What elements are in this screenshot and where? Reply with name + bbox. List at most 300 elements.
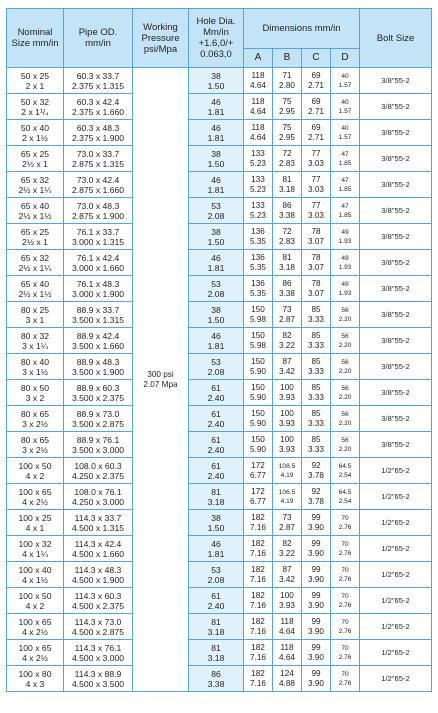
dim-c-cell-primary: 78 (311, 226, 321, 236)
pipe-od-cell (64, 224, 133, 250)
dim-b-cell-secondary: 2.95 (279, 132, 295, 142)
spec-table-wrapper (6, 8, 431, 692)
dim-c-cell-secondary: 3.33 (308, 444, 324, 454)
table-row (7, 354, 432, 380)
pipe-od-cell-secondary: 4.500 x 2.375 (71, 600, 125, 611)
dim-d-cell-secondary: 2.76 (338, 523, 352, 531)
nominal-size-cell (7, 302, 64, 328)
dim-a-cell (244, 68, 273, 94)
pipe-od-cell-primary: 88.9 x 33.7 (76, 304, 120, 315)
dim-d-cell (331, 458, 360, 484)
dim-a-cell-secondary: 7.16 (250, 678, 266, 688)
pipe-od-cell-primary: 114.3 x 42.4 (74, 538, 122, 549)
dim-b-cell (273, 354, 302, 380)
table-row (7, 224, 432, 250)
dim-a-cell-primary: 136 (251, 226, 265, 236)
nominal-size-cell-primary: 80 x 25 (20, 304, 50, 315)
bolt-size-cell: 1/2"65-2 (360, 536, 432, 562)
dim-d-cell-primary: 49 (341, 254, 349, 262)
dim-c-cell-secondary: 3.90 (308, 600, 324, 610)
dim-d-cell-primary: 70 (341, 618, 349, 626)
hole-diameter-cell-primary: 46 (211, 330, 221, 341)
hole-diameter-cell (189, 120, 244, 146)
dim-b-cell (273, 172, 302, 198)
nominal-size-cell-primary: 80 x 32 (20, 330, 50, 341)
dim-c-cell (302, 536, 331, 562)
hole-diameter-cell-primary: 61 (211, 408, 221, 419)
dim-c-cell-primary: 85 (311, 434, 321, 444)
dim-b-cell (273, 458, 302, 484)
dim-a-cell (244, 666, 273, 692)
dim-a-cell-secondary: 7.16 (250, 600, 266, 610)
pipe-od-cell-primary: 88.9 x 60.3 (76, 382, 120, 393)
bolt-size-cell: 3/8"55-2 (360, 68, 432, 94)
hole-diameter-cell (189, 406, 244, 432)
dim-d-cell-secondary: 1.57 (338, 133, 352, 141)
hole-diameter-cell-secondary: 2.08 (207, 366, 225, 377)
dim-b-cell-primary: 86 (282, 200, 292, 210)
pipe-od-cell-primary: 60.3 x 33.7 (76, 70, 120, 81)
dim-c-cell-secondary: 3.07 (308, 236, 324, 246)
dim-b-cell (273, 562, 302, 588)
dim-a-cell-secondary: 4.64 (250, 106, 266, 116)
dim-b-cell-primary: 73 (282, 304, 292, 314)
dim-a-cell (244, 510, 273, 536)
hole-diameter-cell (189, 458, 244, 484)
bolt-size-cell: 3/8"55-2 (360, 146, 432, 172)
dim-b-cell-primary: 75 (282, 96, 292, 106)
dim-c-cell-secondary: 2.71 (308, 132, 324, 142)
nominal-size-cell-secondary: 2 x 1¹/₄ (21, 106, 49, 117)
nominal-size-cell-primary: 65 x 25 (20, 148, 50, 159)
bolt-size-cell: 3/8"55-2 (360, 406, 432, 432)
dim-c-cell-secondary: 3.07 (308, 262, 324, 272)
bolt-size-cell: 3/8"55-2 (360, 302, 432, 328)
nominal-size-cell-primary: 100 x 25 (18, 512, 52, 523)
nominal-size-cell-secondary: 3 x 2½ (22, 418, 48, 429)
nominal-size-cell-secondary: 4 x 2½ (22, 626, 48, 637)
dim-c-cell-secondary: 3.78 (308, 470, 324, 480)
pipe-od-cell-secondary: 3.500 x 2.375 (71, 392, 125, 403)
dim-b-cell-primary: 72 (282, 226, 292, 236)
nominal-size-cell (7, 458, 64, 484)
dim-a-cell-secondary: 7.16 (250, 522, 266, 532)
dim-d-cell (331, 302, 360, 328)
nominal-size-cell (7, 94, 64, 120)
dim-c-cell-secondary: 3.78 (308, 496, 324, 506)
dim-c-cell-secondary: 3.33 (308, 366, 324, 376)
hole-diameter-cell-secondary: 3.18 (207, 496, 225, 507)
dim-a-cell-secondary: 4.64 (250, 132, 266, 142)
dim-a-cell (244, 198, 273, 224)
table-row (7, 276, 432, 302)
dim-b-cell-primary: 72 (282, 148, 292, 158)
hole-diameter-cell (189, 302, 244, 328)
dim-c-cell (302, 172, 331, 198)
dim-a-cell-primary: 150 (251, 356, 265, 366)
dim-b-cell-secondary: 4.19 (280, 497, 294, 505)
pipe-od-cell (64, 94, 133, 120)
header-bolt-size: Bolt Size (360, 9, 432, 68)
hole-diameter-cell (189, 172, 244, 198)
hole-diameter-cell (189, 328, 244, 354)
dim-d-cell-secondary: 2.76 (338, 601, 352, 609)
hole-diameter-cell-primary: 81 (211, 642, 221, 653)
dim-b-cell-primary: 100 (280, 382, 294, 392)
dim-c-cell (302, 68, 331, 94)
dim-d-cell (331, 276, 360, 302)
dim-b-cell-secondary: 3.93 (279, 392, 295, 402)
dim-a-cell-primary: 150 (251, 408, 265, 418)
dim-d-cell-primary: 40 (341, 124, 349, 132)
dim-a-cell-primary: 118 (251, 70, 265, 80)
dim-c-cell-primary: 99 (311, 590, 321, 600)
nominal-size-cell-primary: 65 x 40 (20, 200, 50, 211)
dim-d-cell-secondary: 1.93 (338, 289, 352, 297)
hole-diameter-cell-secondary: 1.50 (207, 314, 225, 325)
bolt-size-cell: 3/8"55-2 (360, 172, 432, 198)
dim-d-cell-secondary: 1.85 (338, 211, 352, 219)
dim-c-cell-primary: 92 (311, 486, 321, 496)
dim-b-cell-secondary: 3.42 (279, 366, 295, 376)
bolt-size-cell: 3/8"55-2 (360, 354, 432, 380)
pipe-od-cell (64, 328, 133, 354)
dim-d-cell-secondary: 2.54 (338, 497, 352, 505)
dim-c-cell (302, 94, 331, 120)
hole-diameter-cell-secondary: 1.81 (207, 262, 225, 273)
pipe-od-cell (64, 198, 133, 224)
pipe-od-cell-primary: 76.1 x 42.4 (76, 252, 120, 263)
dim-c-cell (302, 510, 331, 536)
dim-b-cell-secondary: 4.19 (280, 471, 294, 479)
dim-b-cell (273, 536, 302, 562)
bolt-size-cell: 1/2"65-2 (360, 640, 432, 666)
hole-diameter-cell-secondary: 2.40 (207, 600, 225, 611)
dim-c-cell-secondary: 3.90 (308, 574, 324, 584)
dim-d-cell (331, 224, 360, 250)
hole-diameter-cell (189, 354, 244, 380)
dim-c-cell (302, 562, 331, 588)
dim-d-cell-secondary: 2.76 (338, 549, 352, 557)
dim-a-cell (244, 250, 273, 276)
hole-diameter-cell-secondary: 2.08 (207, 288, 225, 299)
dim-a-cell-secondary: 5.35 (250, 262, 266, 272)
dim-c-cell (302, 458, 331, 484)
header-nominal-size: Nominal Size mm/in (7, 9, 64, 68)
nominal-size-cell (7, 588, 64, 614)
dim-c-cell-secondary: 3.90 (308, 548, 324, 558)
hole-diameter-cell (189, 68, 244, 94)
dim-d-cell-secondary: 1.93 (338, 263, 352, 271)
pipe-od-cell (64, 172, 133, 198)
pipe-od-cell-secondary: 4.500 x 3.500 (71, 678, 125, 689)
pipe-od-cell (64, 666, 133, 692)
dim-c-cell-secondary: 3.33 (308, 340, 324, 350)
dim-b-cell (273, 276, 302, 302)
dim-d-cell-primary: 47 (341, 176, 349, 184)
dim-c-cell (302, 276, 331, 302)
nominal-size-cell-primary: 100 x 32 (18, 538, 52, 549)
hole-diameter-cell-secondary: 3.18 (207, 652, 225, 663)
dim-a-cell-primary: 133 (251, 174, 265, 184)
hole-diameter-cell-secondary: 1.81 (207, 340, 225, 351)
dim-d-cell (331, 380, 360, 406)
dim-d-cell (331, 536, 360, 562)
dim-a-cell-secondary: 4.64 (250, 80, 266, 90)
pipe-od-cell (64, 120, 133, 146)
pipe-od-cell-secondary: 4.500 x 1.660 (71, 548, 125, 559)
dim-d-cell-secondary: 1.85 (338, 185, 352, 193)
bolt-size-cell: 3/8"55-2 (360, 250, 432, 276)
bolt-size-cell: 1/2"65-2 (360, 614, 432, 640)
hole-diameter-cell-secondary: 1.50 (207, 158, 225, 169)
dim-d-cell (331, 406, 360, 432)
hole-diameter-cell-primary: 38 (211, 512, 221, 523)
table-row (7, 432, 432, 458)
pipe-od-cell (64, 614, 133, 640)
hole-diameter-cell (189, 94, 244, 120)
pipe-od-cell-secondary: 4.250 x 3.000 (71, 496, 125, 507)
bolt-size-cell: 3/8"55-2 (360, 94, 432, 120)
pipe-od-cell-primary: 76.1 x 33.7 (76, 226, 120, 237)
dim-b-cell-secondary: 2.95 (279, 106, 295, 116)
table-row (7, 484, 432, 510)
pipe-od-cell (64, 484, 133, 510)
dim-c-cell (302, 588, 331, 614)
dim-b-cell-secondary: 3.18 (279, 262, 295, 272)
dim-b-cell-primary: 87 (282, 564, 292, 574)
pipe-od-cell-secondary: 4.500 x 1.900 (71, 574, 125, 585)
pipe-od-cell-primary: 114.3 x 88.9 (74, 668, 122, 679)
nominal-size-cell-primary: 100 x 65 (18, 486, 52, 497)
dim-a-cell-primary: 118 (251, 122, 265, 132)
nominal-size-cell-secondary: 4 x 1¼ (22, 548, 48, 559)
nominal-size-cell (7, 224, 64, 250)
pipe-od-cell-secondary: 4.250 x 2.375 (71, 470, 125, 481)
dim-a-cell-primary: 150 (251, 434, 265, 444)
nominal-size-cell-primary: 50 x 25 (20, 70, 50, 81)
dim-d-cell-secondary: 2.54 (338, 471, 352, 479)
dim-a-cell (244, 406, 273, 432)
dim-a-cell (244, 224, 273, 250)
dim-c-cell (302, 146, 331, 172)
bolt-size-cell: 1/2"65-2 (360, 484, 432, 510)
pipe-od-cell-primary: 76.1 x 48.3 (76, 278, 120, 289)
nominal-size-cell (7, 68, 64, 94)
dim-d-cell (331, 588, 360, 614)
dim-b-cell-secondary: 3.93 (279, 600, 295, 610)
hole-diameter-cell-primary: 61 (211, 460, 221, 471)
bolt-size-cell: 1/2"65-2 (360, 458, 432, 484)
dimensions-spec-table (6, 8, 432, 692)
dim-d-cell-primary: 64.5 (338, 488, 352, 496)
dim-a-cell-primary: 118 (251, 96, 265, 106)
dim-a-cell-primary: 182 (251, 616, 265, 626)
nominal-size-cell-secondary: 2½ x 1 (22, 236, 48, 247)
dim-d-cell-primary: 70 (341, 540, 349, 548)
dim-d-cell-primary: 47 (341, 202, 349, 210)
dim-d-cell-primary: 40 (341, 98, 349, 106)
dim-a-cell-secondary: 5.23 (250, 184, 266, 194)
table-row (7, 588, 432, 614)
nominal-size-cell-primary: 65 x 40 (20, 278, 50, 289)
table-row (7, 406, 432, 432)
dim-a-cell-secondary: 5.35 (250, 236, 266, 246)
hole-diameter-cell-secondary: 1.50 (207, 80, 225, 91)
nominal-size-cell (7, 666, 64, 692)
dim-c-cell-secondary: 3.90 (308, 522, 324, 532)
nominal-size-cell-primary: 100 x 65 (18, 642, 52, 653)
nominal-size-cell (7, 120, 64, 146)
dim-d-cell-primary: 56 (341, 436, 349, 444)
dim-c-cell-secondary: 3.33 (308, 314, 324, 324)
dim-b-cell (273, 250, 302, 276)
dim-b-cell-secondary: 3.38 (279, 210, 295, 220)
dim-c-cell-primary: 99 (311, 538, 321, 548)
pipe-od-cell-primary: 73.0 x 33.7 (76, 148, 120, 159)
dim-d-cell (331, 640, 360, 666)
dim-d-cell-secondary: 1.85 (338, 159, 352, 167)
table-row (7, 68, 432, 94)
pressure-psi: 300 psi (147, 369, 174, 379)
hole-diameter-cell-primary: 81 (211, 486, 221, 497)
nominal-size-cell-primary: 100 x 40 (18, 564, 52, 575)
pipe-od-cell-secondary: 3.500 x 1.900 (71, 366, 125, 377)
nominal-size-cell-secondary: 4 x 3 (25, 678, 45, 689)
table-row (7, 536, 432, 562)
pipe-od-cell-secondary: 3.000 x 1.315 (71, 236, 125, 247)
nominal-size-cell-secondary: 4 x 2½ (22, 496, 48, 507)
nominal-size-cell-secondary: 4 x 2½ (22, 652, 48, 663)
dim-d-cell (331, 94, 360, 120)
header-dim-d: D (331, 48, 360, 67)
hole-diameter-cell-secondary: 1.81 (207, 184, 225, 195)
dim-a-cell-primary: 133 (251, 148, 265, 158)
dim-a-cell (244, 536, 273, 562)
dim-c-cell-primary: 85 (311, 382, 321, 392)
dim-d-cell (331, 562, 360, 588)
dim-b-cell-secondary: 3.22 (279, 548, 295, 558)
dim-b-cell (273, 68, 302, 94)
dim-c-cell-primary: 92 (311, 460, 321, 470)
dim-a-cell-primary: 150 (251, 330, 265, 340)
table-row (7, 380, 432, 406)
dim-a-cell-secondary: 7.16 (250, 574, 266, 584)
nominal-size-cell-secondary: 2 x 1½ (22, 132, 48, 143)
dim-b-cell-secondary: 2.87 (279, 522, 295, 532)
dim-c-cell-secondary: 3.90 (308, 626, 324, 636)
dim-c-cell (302, 354, 331, 380)
dim-b-cell (273, 484, 302, 510)
dim-a-cell-secondary: 7.16 (250, 626, 266, 636)
dim-d-cell (331, 510, 360, 536)
pipe-od-cell-secondary: 4.500 x 2.875 (71, 626, 125, 637)
dim-c-cell (302, 432, 331, 458)
dim-d-cell-primary: 49 (341, 280, 349, 288)
hole-diameter-cell-secondary: 1.81 (207, 132, 225, 143)
bolt-size-cell: 1/2"65-2 (360, 666, 432, 692)
dim-c-cell-secondary: 3.90 (308, 678, 324, 688)
dim-b-cell-secondary: 2.80 (279, 80, 295, 90)
dim-b-cell (273, 380, 302, 406)
nominal-size-cell (7, 146, 64, 172)
hole-diameter-cell-secondary: 2.40 (207, 392, 225, 403)
nominal-size-cell (7, 276, 64, 302)
dim-a-cell-primary: 182 (251, 564, 265, 574)
dim-c-cell-secondary: 2.71 (308, 106, 324, 116)
dim-b-cell-secondary: 3.93 (279, 444, 295, 454)
dim-a-cell-secondary: 5.90 (250, 444, 266, 454)
dim-c-cell (302, 302, 331, 328)
hole-diameter-cell-primary: 53 (211, 200, 221, 211)
dim-d-cell-primary: 70 (341, 644, 349, 652)
dim-a-cell-secondary: 5.98 (250, 340, 266, 350)
pipe-od-cell-primary: 73.0 x 48.3 (76, 200, 120, 211)
nominal-size-cell-primary: 100 x 50 (18, 590, 52, 601)
dim-b-cell (273, 406, 302, 432)
dim-d-cell (331, 666, 360, 692)
dim-c-cell (302, 224, 331, 250)
dim-b-cell-primary: 100 (280, 408, 294, 418)
dim-d-cell-primary: 56 (341, 358, 349, 366)
hole-diameter-cell-primary: 38 (211, 148, 221, 159)
dim-d-cell-primary: 70 (341, 670, 349, 678)
dim-c-cell-primary: 85 (311, 304, 321, 314)
dim-b-cell (273, 432, 302, 458)
bolt-size-cell: 3/8"55-2 (360, 198, 432, 224)
dim-a-cell-primary: 182 (251, 538, 265, 548)
dim-a-cell (244, 614, 273, 640)
dim-a-cell (244, 276, 273, 302)
nominal-size-cell-primary: 50 x 40 (20, 122, 50, 133)
dim-a-cell-secondary: 5.90 (250, 366, 266, 376)
dim-a-cell (244, 328, 273, 354)
pipe-od-cell (64, 510, 133, 536)
dim-c-cell-secondary: 2.71 (308, 80, 324, 90)
nominal-size-cell (7, 432, 64, 458)
table-row (7, 328, 432, 354)
dim-c-cell (302, 120, 331, 146)
header-hole-diameter: Hole Dia. Mm/in +1.6,0/+ 0.063,0 (189, 9, 244, 68)
dim-a-cell (244, 640, 273, 666)
bolt-size-cell: 1/2"65-2 (360, 510, 432, 536)
hole-diameter-cell (189, 250, 244, 276)
dim-d-cell-secondary: 1.57 (338, 81, 352, 89)
pipe-od-cell-primary: 88.9 x 48.3 (76, 356, 120, 367)
dim-c-cell-secondary: 3.03 (308, 184, 324, 194)
pipe-od-cell-secondary: 2.875 x 1.660 (71, 184, 125, 195)
nominal-size-cell-primary: 80 x 40 (20, 356, 50, 367)
dim-d-cell-secondary: 2.20 (338, 393, 352, 401)
hole-diameter-cell-primary: 53 (211, 278, 221, 289)
pipe-od-cell (64, 146, 133, 172)
dim-b-cell (273, 94, 302, 120)
dim-a-cell (244, 588, 273, 614)
dim-a-cell-primary: 150 (251, 382, 265, 392)
hole-diameter-cell (189, 484, 244, 510)
dim-a-cell (244, 484, 273, 510)
pipe-od-cell-primary: 114.3 x 60.3 (74, 590, 122, 601)
dim-b-cell (273, 120, 302, 146)
dim-c-cell-secondary: 3.33 (308, 418, 324, 428)
pipe-od-cell-secondary: 2.375 x 1.315 (71, 80, 125, 91)
header-dimensions: Dimensions mm/in (244, 9, 360, 49)
hole-diameter-cell (189, 588, 244, 614)
nominal-size-cell-primary: 50 x 32 (20, 96, 50, 107)
nominal-size-cell (7, 328, 64, 354)
dim-d-cell-primary: 56 (341, 410, 349, 418)
pipe-od-cell (64, 432, 133, 458)
